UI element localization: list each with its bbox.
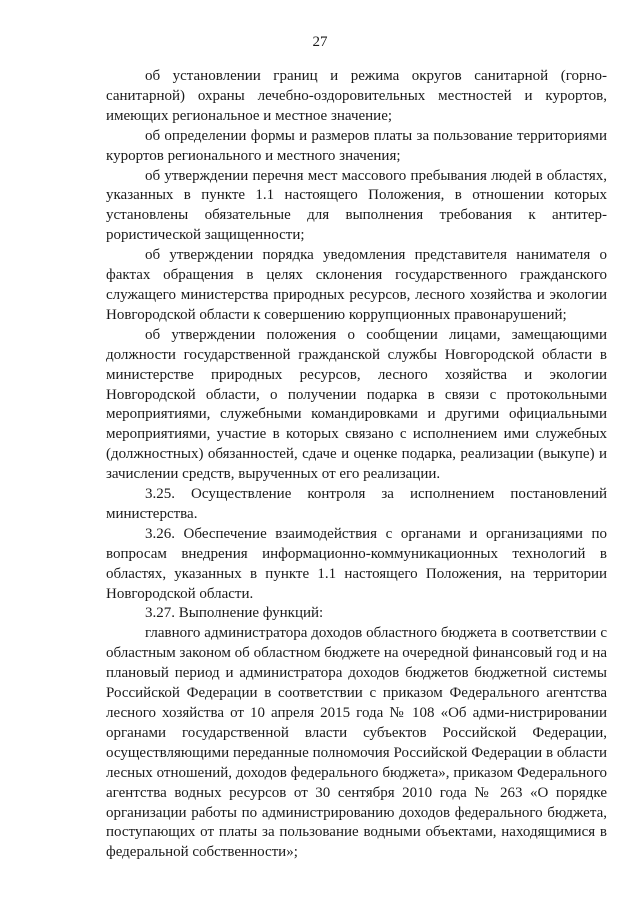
- document-body: [106, 67, 607, 863]
- paragraph-resort-fee: об определении формы и размеров платы за пользование территориями курортов регионального и местного значения;: [106, 127, 607, 164]
- paragraph-3-26: 3.26. Обеспечение взаимодействия с органами и организациями по вопросам внедрения информационно-коммуникационных технологий в областях, указанных в пункте 1.1 настоящего Положения, на территории Новгородской области.: [106, 525, 607, 602]
- paragraph-gift-regulation: об утверждении положения о сообщении лицами, замещающими должности государственной гражданской службы Новгородской области в министерстве природных ресурсов, лесного хозяйства и экологии Новгородской области, о получении подарка в связи с протокольными мероприятиями, служебными командировками и другими официальными мероприятиями, участие в которых связано с исполнением ими служебных (должностных) обязанностей, сдаче и оценке подарка, реализации (выкупе) и зачислении средств, вырученных от его реализации.: [106, 326, 607, 483]
- paragraph-revenue-administrator: главного администратора доходов областного бюджета в соответствии с областным законом об областном бюджете на очередной финансовый год и на плановый период и администратора доходов бюджетов бюджетной системы Российской Федерации в соответствии с приказом Федерального агентства лесного хозяйства от 10 апреля 2015 года № 108 «Об адми-нистрировании органами государственной власти субъектов Российской Федерации, осуществляющими переданные полномочия Российской Федерации в области лесных отношений, доходов федерального бюджета», приказом Федерального агентства водных ресурсов от 30 сентября 2010 года № 263 «О порядке организации работы по администрированию доходов федерального бюджета, поступающих от платы за пользование водными объектами, находящимися в федеральной собственности»;: [106, 625, 607, 861]
- paragraph-corruption-notice: об утверждении порядка уведомления представителя нанимателя о фактах обращения в целях склонения государственного гражданского служащего министерства природных ресурсов, лесного хозяйства и экологии Новгородской области к совершению коррупционных правонарушений;: [106, 247, 607, 323]
- paragraph-3-25: 3.25. Осуществление контроля за исполнением постановлений министерства.: [106, 486, 607, 522]
- paragraph-3-27: 3.27. Выполнение функций:: [145, 605, 324, 622]
- page-number: 27: [312, 34, 328, 50]
- paragraph-crowded-places: об утверждении перечня мест массового пребывания людей в областях, указанных в пункте 1.1 настоящего Положения, в отношении которых установлены обязательные для выполнения требования к антитер-рористической защищенности;: [106, 167, 607, 244]
- paragraph-resort-boundaries: об установлении границ и режима округов санитарной (горно-санитарной) охраны лечебно-оздоровительных местностей и курортов, имеющих региональное и местное значение;: [106, 68, 607, 124]
